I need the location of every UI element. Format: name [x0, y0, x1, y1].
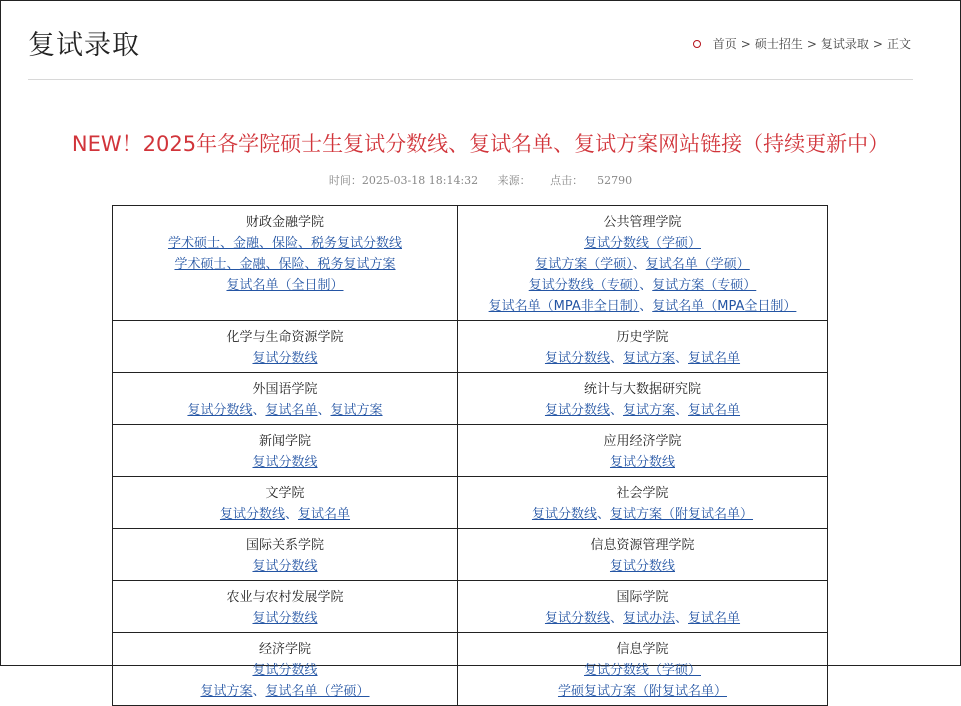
- meta-time: [329, 174, 478, 187]
- college-link[interactable]: 复试分数线: [544, 611, 610, 626]
- college-link[interactable]: 复试分数线: [252, 559, 318, 574]
- breadcrumb: [693, 35, 911, 52]
- link-line: [462, 296, 823, 317]
- link-separator: 、: [675, 403, 689, 418]
- link-line: [462, 275, 823, 296]
- link-separator: 、: [609, 611, 623, 626]
- college-link[interactable]: 复试名单: [688, 403, 741, 418]
- breadcrumb-separator: >: [872, 36, 883, 51]
- college-link[interactable]: 复试名单: [298, 507, 351, 522]
- link-line: [462, 452, 823, 473]
- college-link[interactable]: 复试分数线: [252, 455, 318, 470]
- college-cell: [458, 425, 828, 477]
- college-link[interactable]: 复试办法: [622, 611, 675, 626]
- breadcrumb-current: 正文: [886, 37, 911, 51]
- college-name: 统计与大数据研究院: [583, 382, 701, 397]
- link-line: [462, 348, 823, 369]
- link-line: [117, 660, 453, 681]
- link-line: [117, 254, 453, 275]
- college-cell: [458, 633, 828, 706]
- college-cell: [113, 373, 458, 425]
- college-link[interactable]: 复试分数线: [609, 455, 675, 470]
- link-line: [462, 233, 823, 254]
- college-name: 历史学院: [616, 330, 669, 345]
- college-cell: [458, 529, 828, 581]
- link-separator: 、: [675, 351, 689, 366]
- link-separator: 、: [675, 611, 689, 626]
- table-row: [113, 321, 828, 373]
- college-name: 信息资源管理学院: [590, 538, 695, 553]
- meta-clicks-value: 52790: [597, 174, 633, 187]
- link-separator: 、: [596, 507, 610, 522]
- breadcrumb-retest-admission[interactable]: 复试录取: [820, 37, 869, 51]
- college-link[interactable]: 复试分数线: [252, 663, 318, 678]
- link-line: [462, 660, 823, 681]
- college-cell: [113, 581, 458, 633]
- link-separator: 、: [252, 403, 266, 418]
- article-title: NEW！2025年各学院硕士生复试分数线、复试名单、复试方案网站链接（持续更新中）: [71, 132, 890, 156]
- college-link[interactable]: 学硕复试方案（附复试名单）: [557, 684, 727, 699]
- table-row: [113, 633, 828, 706]
- college-link[interactable]: 复试名单（学硕）: [265, 684, 370, 699]
- link-line: [117, 233, 453, 254]
- table-row: [113, 206, 828, 321]
- link-line: [117, 608, 453, 629]
- breadcrumb-location-icon: [693, 40, 701, 48]
- college-cell: [113, 321, 458, 373]
- college-links-table: [112, 205, 828, 706]
- college-link[interactable]: 复试分数线（学硕）: [583, 236, 701, 251]
- college-link[interactable]: 复试方案（附复试名单）: [610, 507, 754, 522]
- link-line: [117, 681, 453, 702]
- breadcrumb-separator: >: [806, 36, 817, 51]
- college-name: 公共管理学院: [603, 215, 682, 230]
- meta-time-label: 时间：: [328, 174, 362, 187]
- college-cell: [458, 581, 828, 633]
- link-separator: 、: [639, 278, 653, 293]
- college-cell: [113, 206, 458, 321]
- college-name: 国际关系学院: [245, 538, 324, 553]
- link-separator: 、: [609, 403, 623, 418]
- college-link[interactable]: 复试名单（MPA全日制）: [652, 299, 797, 314]
- link-line: [117, 504, 453, 525]
- link-separator: 、: [284, 507, 298, 522]
- meta-time-value: 2025-03-18 18:14:32: [361, 174, 479, 187]
- link-line: [462, 681, 823, 702]
- college-name: 信息学院: [616, 642, 669, 657]
- college-link[interactable]: 复试名单（学硕）: [645, 257, 750, 272]
- college-links-table-body: [113, 206, 828, 706]
- link-separator: 、: [317, 403, 331, 418]
- college-name: 财政金融学院: [245, 215, 324, 230]
- breadcrumb-master-admission[interactable]: 硕士招生: [754, 37, 803, 51]
- college-cell: [113, 477, 458, 529]
- link-line: [117, 275, 453, 296]
- college-link[interactable]: 复试方案: [622, 351, 675, 366]
- college-cell: [458, 321, 828, 373]
- link-line: [462, 608, 823, 629]
- meta-clicks-label: 点击：: [550, 174, 584, 187]
- college-link[interactable]: 学术硕士、金融、保险、税务复试分数线: [167, 236, 402, 251]
- table-row: [113, 477, 828, 529]
- college-link[interactable]: 复试方案（学硕）: [535, 257, 633, 272]
- college-link[interactable]: 复试分数线（学硕）: [583, 663, 701, 678]
- college-name: 新闻学院: [258, 434, 311, 449]
- college-link[interactable]: 复试名单（MPA非全日制）: [488, 299, 640, 314]
- college-link[interactable]: 复试名单: [265, 403, 318, 418]
- college-link[interactable]: 复试方案（专硕）: [652, 278, 757, 293]
- link-separator: 、: [639, 299, 653, 314]
- meta-clicks: [550, 174, 632, 187]
- link-line: [117, 400, 453, 421]
- college-name: 社会学院: [616, 486, 669, 501]
- college-link[interactable]: 复试分数线: [252, 611, 318, 626]
- table-row: [113, 581, 828, 633]
- college-link[interactable]: 复试分数线: [531, 507, 597, 522]
- table-row: [113, 373, 828, 425]
- table-row: [113, 425, 828, 477]
- college-cell: [458, 206, 828, 321]
- college-link[interactable]: 复试分数线: [187, 403, 253, 418]
- link-line: [117, 348, 453, 369]
- college-name: 外国语学院: [252, 382, 318, 397]
- college-link[interactable]: 复试方案: [200, 684, 253, 699]
- college-link[interactable]: 复试分数线: [544, 351, 610, 366]
- college-link[interactable]: 复试分数线: [609, 559, 675, 574]
- college-link[interactable]: 复试名单（全日制）: [226, 278, 344, 293]
- college-cell: [458, 477, 828, 529]
- college-link[interactable]: 复试分数线: [219, 507, 285, 522]
- college-link[interactable]: 复试分数线: [544, 403, 610, 418]
- link-separator: 、: [252, 684, 266, 699]
- college-name: 化学与生命资源学院: [226, 330, 344, 345]
- link-line: [462, 254, 823, 275]
- article-meta: [1, 172, 960, 188]
- link-line: [462, 504, 823, 525]
- college-cell: [458, 373, 828, 425]
- link-separator: 、: [609, 351, 623, 366]
- college-cell: [113, 633, 458, 706]
- college-cell: [113, 425, 458, 477]
- college-link[interactable]: 复试名单: [688, 611, 741, 626]
- link-line: [117, 452, 453, 473]
- link-line: [462, 556, 823, 577]
- link-line: [462, 400, 823, 421]
- college-link[interactable]: 复试方案: [622, 403, 675, 418]
- college-name: 经济学院: [258, 642, 311, 657]
- breadcrumb-separator: >: [740, 36, 751, 51]
- college-name: 文学院: [265, 486, 305, 501]
- link-line: [117, 556, 453, 577]
- breadcrumb-home[interactable]: 首页: [712, 37, 737, 51]
- college-link[interactable]: 复试名单: [688, 351, 741, 366]
- link-separator: 、: [632, 257, 646, 272]
- table-row: [113, 529, 828, 581]
- college-link[interactable]: 学术硕士、金融、保险、税务复试方案: [174, 257, 396, 272]
- college-name: 国际学院: [616, 590, 669, 605]
- college-cell: [113, 529, 458, 581]
- college-link[interactable]: 复试分数线: [252, 351, 318, 366]
- college-link[interactable]: 复试分数线（专硕）: [528, 278, 640, 293]
- college-name: 农业与农村发展学院: [226, 590, 344, 605]
- header-divider: [28, 79, 913, 80]
- page-title: 复试录取: [28, 30, 140, 61]
- meta-source-label: 来源：: [497, 174, 531, 187]
- college-name: 应用经济学院: [603, 434, 682, 449]
- college-link[interactable]: 复试方案: [330, 403, 383, 418]
